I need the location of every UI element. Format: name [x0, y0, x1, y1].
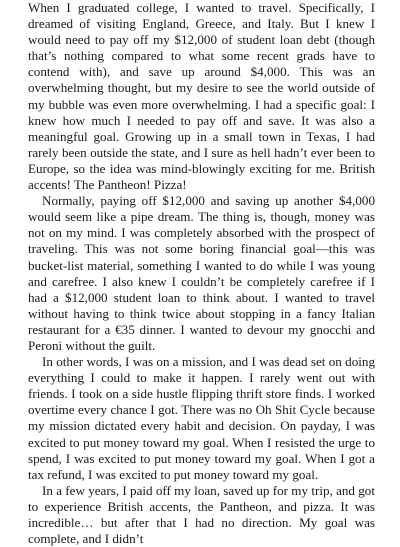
paragraph-2: Normally, paying off $12,000 and saving up another $4,000 would seem like a pipe dream. The thing is, though, money was not on my mind. I was completely absorbed with the prospect of traveling. This was not some boring financial goal—this was bucket-list material, something I wanted to do while I was young and carefree. I also knew I couldn’t be completely carefree if I had a $12,000 student loan to think about. I wanted to travel without having to think twice about stopping in a fancy Italian restaurant for a €35 dinner. I wanted to devour my gnocchi and Peroni without the guilt. [28, 193, 375, 353]
paragraph-4: In a few years, I paid off my loan, saved up for my trip, and got to experience British accents, the Pantheon, and pizza. It was incredible… but after that I had no direction. My goal was complete, and I didn’t [28, 482, 375, 547]
paragraph-3: In other words, I was on a mission, and I was dead set on doing everything I could to make it happen. I rarely went out with friends. I took on a side hustle flipping thrift store finds. I worked overtime every chance I got. There was no Oh Shit Cycle because my mission dictated every habit and decision. On payday, I was excited to put money toward my goal. When I resisted the urge to spend, I was excited to put money toward my goal. When I got a tax refund, I was excited to put money toward my goal. [28, 354, 375, 482]
document-page [28, 0, 375, 547]
paragraph-1: When I graduated college, I wanted to travel. Specifically, I dreamed of visiting England, Greece, and Italy. But I knew I would need to pay off my $12,000 of student loan debt (though that’s nothing compared to what some recent grads have to contend with), and save up around $4,000. This was an overwhelming thought, but my desire to see the world outside of my bubble was even more overwhelming. I had a specific goal: I knew how much I needed to pay off and save. It was also a meaningful goal. Growing up in a small town in Texas, I had rarely been outside the state, and I sure as hell hadn’t ever been to Europe, so the idea was mind-blowingly exciting for me. British accents! The Pantheon! Pizza! [28, 0, 375, 193]
